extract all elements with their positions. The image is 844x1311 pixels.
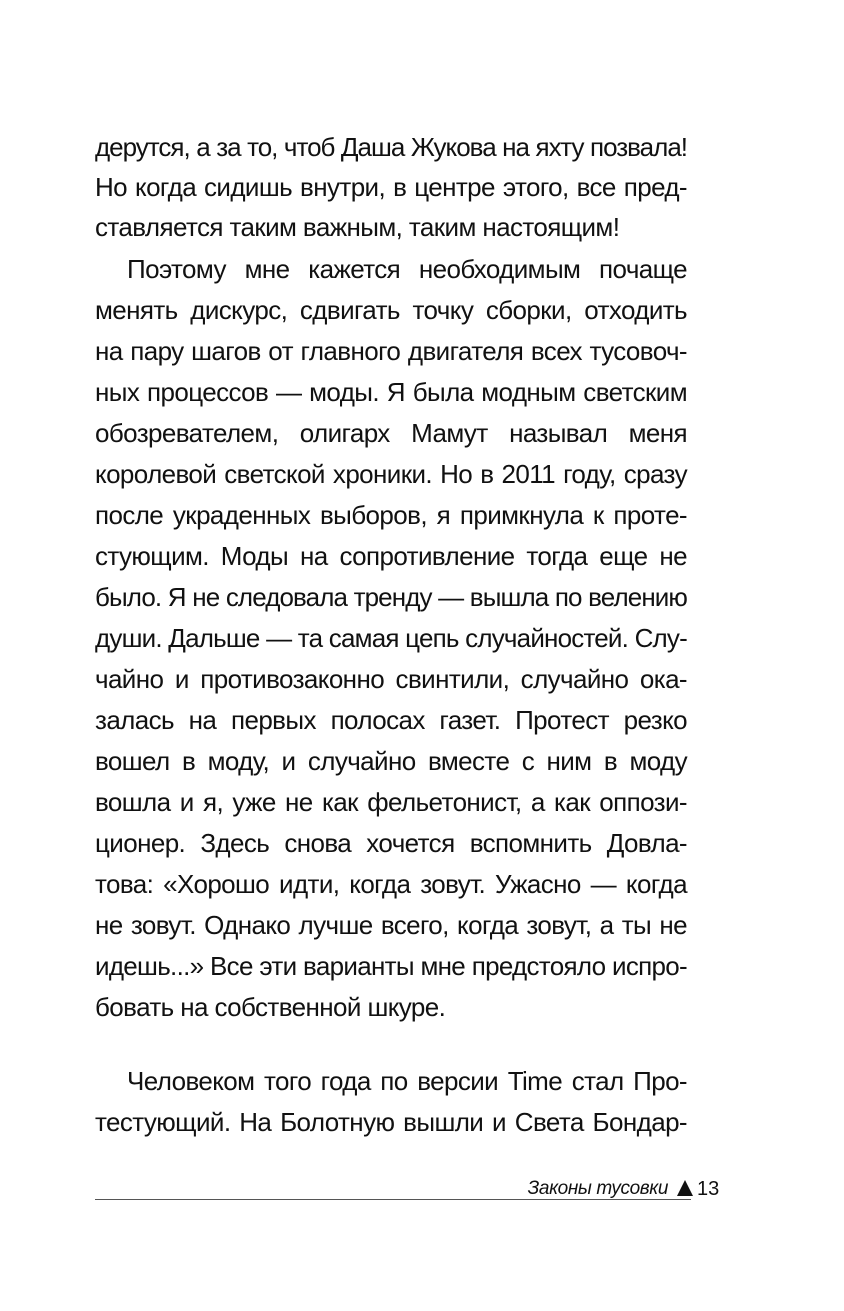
running-head: Законы тусовки	[527, 1178, 668, 1199]
text-line: ционер. Здесь снова хочется вспомнить Довла-	[95, 828, 687, 858]
text-line: стующим. Моды на сопротивление тогда еще не	[95, 541, 687, 571]
text-line: идешь...» Все эти варианты мне предстояло испро-	[95, 951, 687, 981]
page-number: 13	[697, 1178, 720, 1200]
text-line: на пару шагов от главного двигателя всех тусовоч-	[95, 336, 687, 366]
text-line: менять дискурс, сдвигать точку сборки, отходить	[95, 295, 687, 325]
text-line: чайно и противозаконно свинтили, случайно ока-	[95, 664, 687, 694]
text-line: залась на первых полосах газет. Протест резко	[95, 705, 687, 735]
text-line: тестующий. На Болотную вышли и Света Бондар-	[95, 1107, 687, 1137]
triangle-icon	[677, 1180, 693, 1196]
text-line: души. Дальше — та самая цепь случайностей. Слу-	[95, 623, 687, 653]
text-line: после украденных выборов, я примкнула к проте-	[95, 500, 687, 530]
text-line: Но когда сидишь внутри, в центре этого, все пред-	[95, 172, 687, 202]
text-line: ных процессов — моды. Я была модным светским	[95, 377, 687, 407]
text-line: бовать на собственной шкуре.	[95, 992, 446, 1022]
page-footer	[95, 1176, 725, 1206]
text-line: вошла и я, уже не как фельетонист, а как оппози-	[95, 787, 687, 817]
text-line: вошел в моду, и случайно вместе с ним в моду	[95, 746, 687, 776]
text-line: това: «Хорошо идти, когда зовут. Ужасно — когда	[95, 869, 687, 899]
text-line: дерутся, а за то, чтоб Даша Жукова на яхту позвала!	[95, 132, 687, 162]
text-line: было. Я не следовала тренду — вышла по велению	[95, 582, 687, 612]
text-line: не зовут. Однако лучше всего, когда зовут, а ты не	[95, 910, 687, 940]
text-line: Поэтому мне кажется необходимым почаще	[127, 254, 687, 284]
text-line: ставляется таким важным, таким настоящим!	[95, 212, 620, 242]
text-line: королевой светской хроники. Но в 2011 году, сразу	[95, 459, 687, 489]
text-line: Человеком того года по версии Time стал Про-	[127, 1066, 687, 1096]
footer-rule	[95, 1199, 691, 1200]
text-line: обозревателем, олигарх Мамут называл меня	[95, 418, 687, 448]
